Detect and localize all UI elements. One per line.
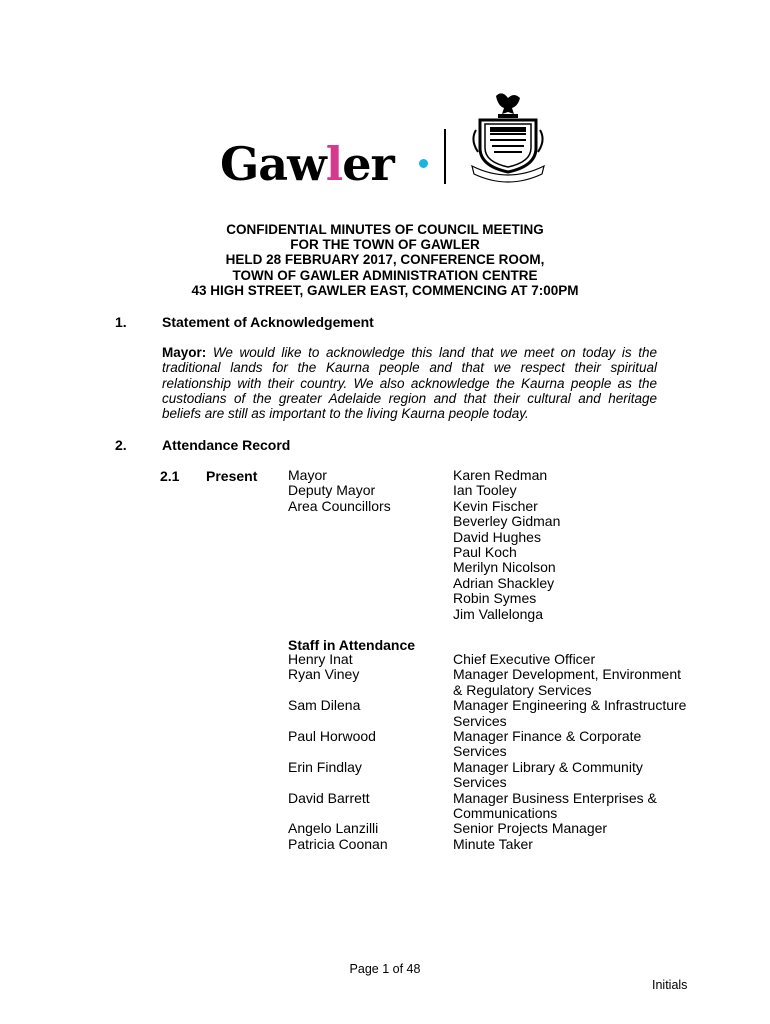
title-line: FOR THE TOWN OF GAWLER [290,237,480,253]
page-number: Page 1 of 48 [349,962,421,976]
staff-role: Manager Finance & Corporate [453,728,642,745]
title-line: HELD 28 FEBRUARY 2017, CONFERENCE ROOM, [225,252,545,268]
staff-name: Erin Findlay [288,758,362,775]
staff-role: Services [453,712,507,729]
member-item: Jim Vallelonga [453,605,544,622]
staff-name: Ryan Viney [288,666,360,683]
section-number: 2. [115,437,127,453]
role-item: Deputy Mayor [288,482,376,499]
member-item: Ian Tooley [453,482,517,499]
title-line: 43 HIGH STREET, GAWLER EAST, COMMENCING AT 7:00PM [191,282,579,298]
member-item: Robin Symes [453,590,537,607]
staff-name: Henry Inat [288,651,353,667]
staff-names-list [288,652,388,852]
staff-role: Senior Projects Manager [453,820,608,837]
acknowledgement-paragraph [162,345,657,421]
member-item: Karen Redman [453,467,548,483]
members-list [453,468,560,622]
staff-role: Manager Engineering & Infrastructure [453,697,687,714]
title-line: TOWN OF GAWLER ADMINISTRATION CENTRE [232,267,538,283]
member-item: Beverley Gidman [453,513,561,530]
logo-dot-icon [419,159,428,168]
member-item: Kevin Fischer [453,497,538,514]
roles-list [288,468,391,514]
speaker-label: Mayor: [162,345,207,360]
member-item: Merilyn Nicolson [453,559,556,576]
section-title: Attendance Record [162,437,291,453]
role-item: Area Councillors [288,497,391,514]
staff-role: Communications [453,805,558,822]
document-title [0,222,770,298]
initials-label: Initials [652,978,688,992]
staff-name: David Barrett [288,789,370,806]
staff-role: Services [453,743,507,760]
staff-role: Manager Development, Environment [453,666,682,683]
staff-role: Minute Taker [453,835,533,852]
section-title: Statement of Acknowledgement [162,314,374,330]
town-crest-icon [466,90,550,186]
section-number: 1. [115,314,127,330]
member-item: Adrian Shackley [453,574,555,591]
staff-role: Manager Library & Community [453,758,643,775]
logo-divider [444,129,446,184]
subsection-title: Present [206,468,258,484]
member-item: David Hughes [453,528,541,545]
staff-name: Angelo Lanzilli [288,820,379,837]
staff-roles-list [453,652,686,852]
staff-role: & Regulatory Services [453,681,592,698]
staff-name: Sam Dilena [288,697,361,714]
gawler-wordmark: Gawler [220,137,394,191]
staff-name: Patricia Coonan [288,835,388,852]
subsection-number: 2.1 [160,468,180,484]
staff-role: Manager Business Enterprises & [453,789,657,806]
title-line: CONFIDENTIAL MINUTES OF COUNCIL MEETING [226,222,544,237]
staff-heading: Staff in Attendance [288,637,416,653]
staff-name: Paul Horwood [288,728,376,745]
role-item: Mayor [288,467,327,483]
acknowledgement-text: We would like to acknowledge this land that we meet on today is the traditional lands for the Kaurna people and that we respect their spiritual relationship with their country. We also acknowledge the Kaurna people as the custodians of the greater Adelaide region and that their cultural and heritage beliefs are still as important to the living Kaurna people today. [162,345,657,422]
staff-role: Services [453,774,507,791]
member-item: Paul Koch [453,544,517,561]
staff-role: Chief Executive Officer [453,651,596,667]
